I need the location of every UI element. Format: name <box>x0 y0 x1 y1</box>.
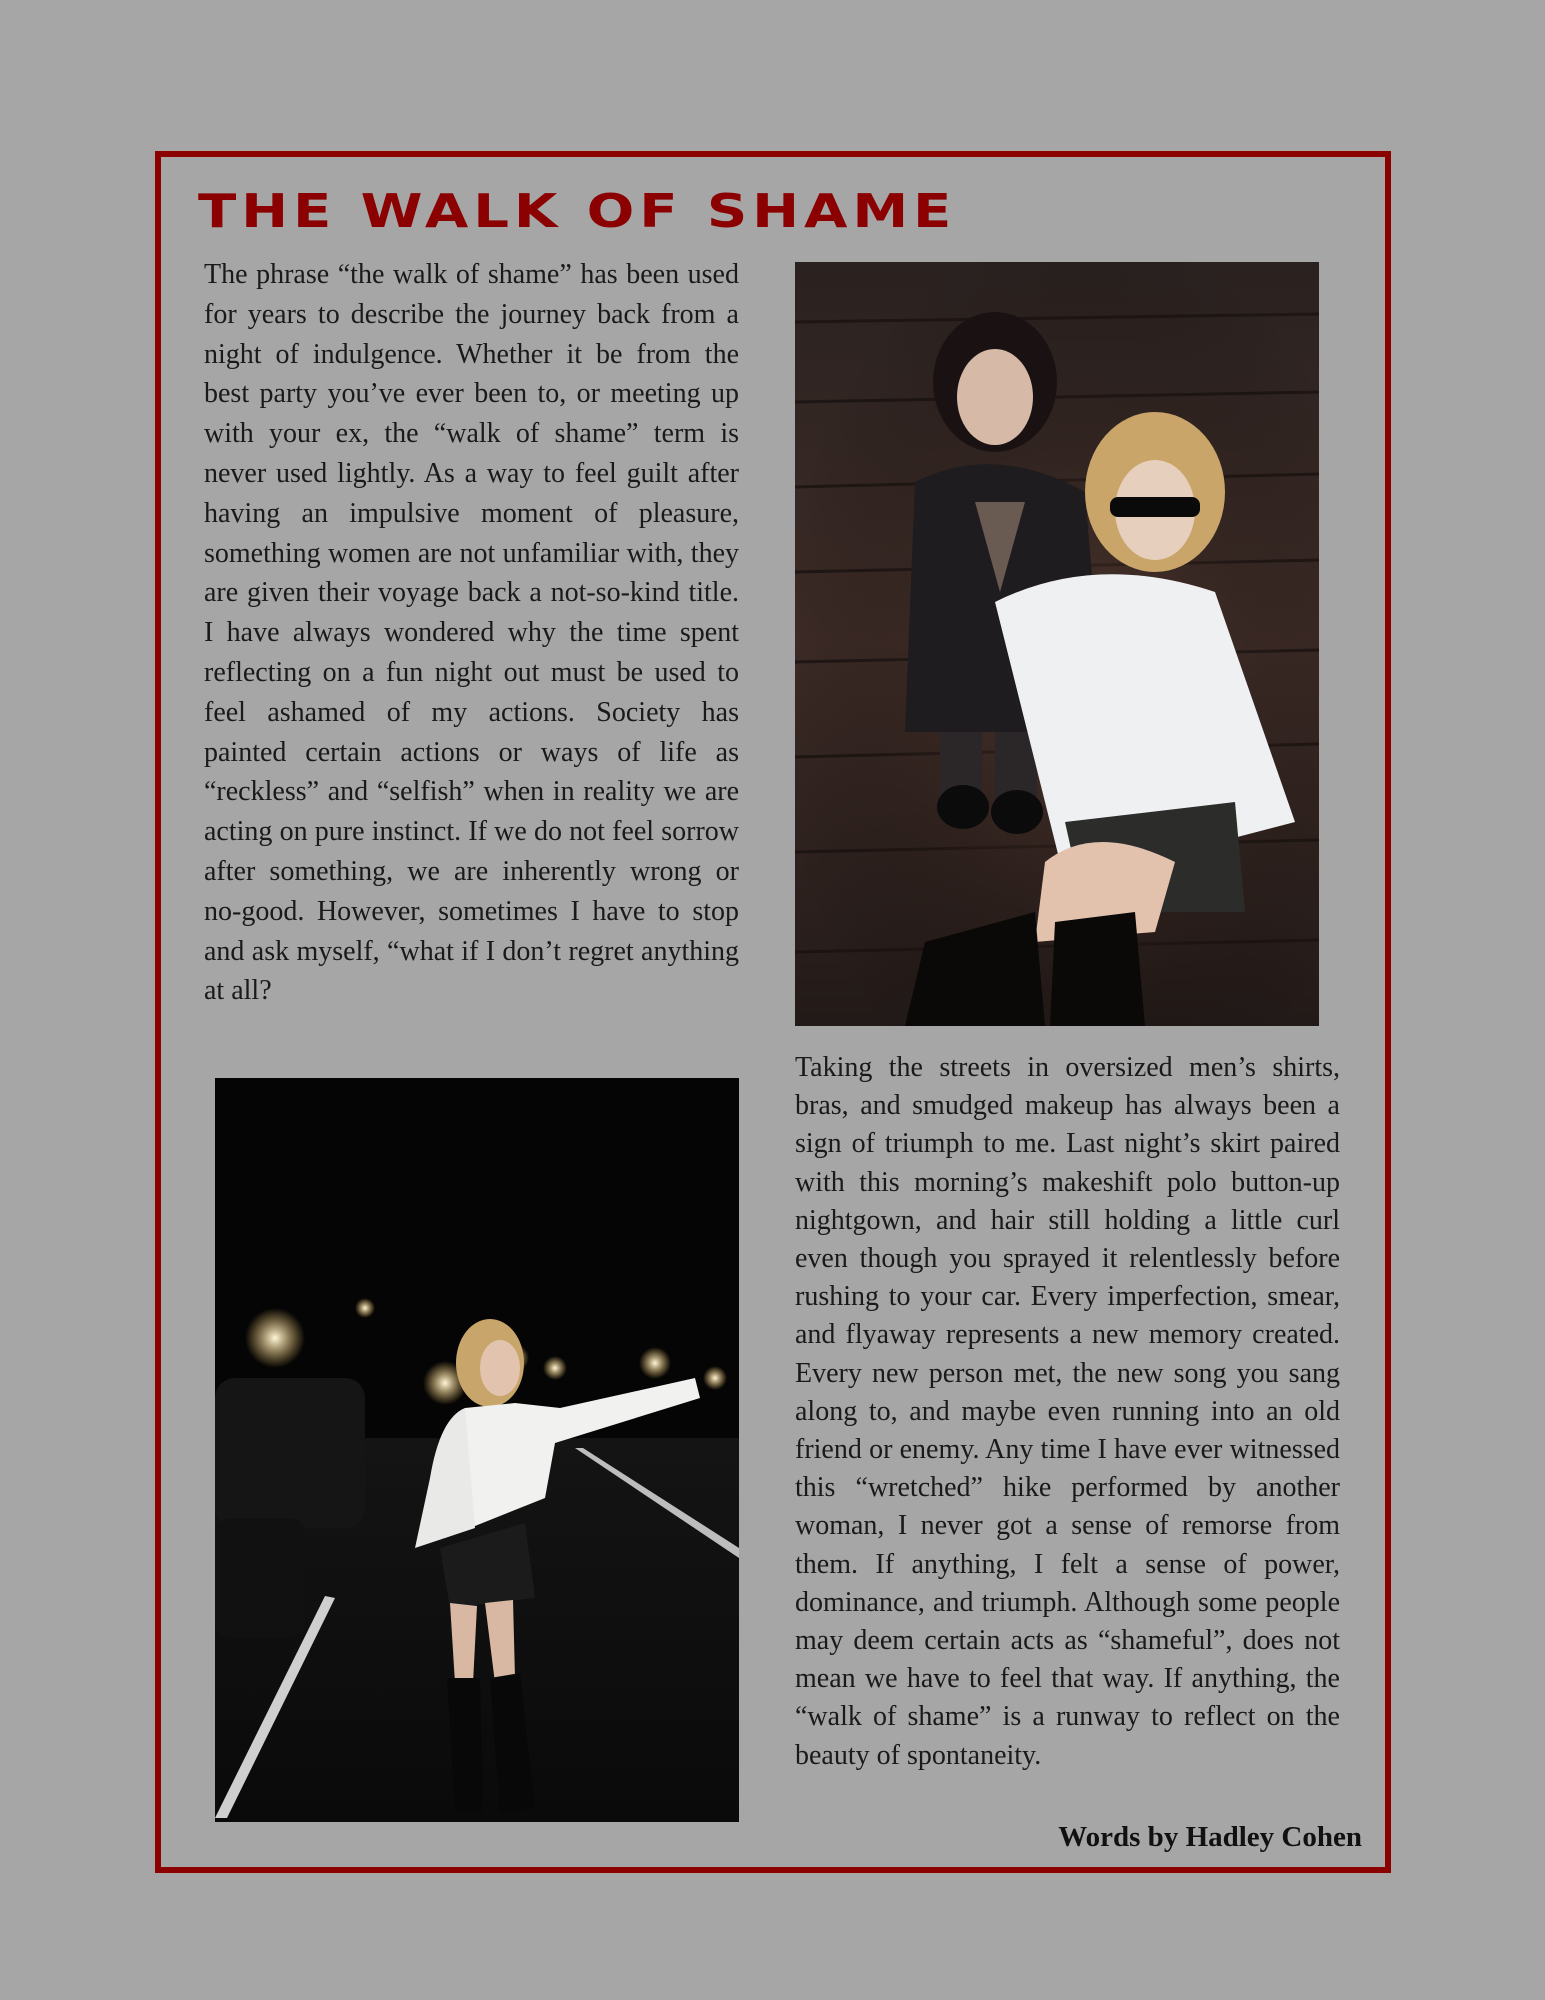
two-women-on-steps-photo <box>795 262 1319 1026</box>
article-paragraph-2: Taking the streets in oversized men’s shirts, bras, and smudged makeup has always been a sign of triumph to me. Last night’s skirt paired with this morning’s makeshift polo button-up nightgown, and hair still holding a little curl even though you sprayed it relentlessly before rushing to your car. Every imperfection, smear, and flyaway represents a new memory created. Every new person met, the new song you sang along to, and maybe even running into an old friend or enemy. Any time I have ever witnessed this “wretched” hike performed by another woman, I never got a sense of remorse from them. If anything, I felt a sense of power, dominance, and triumph. Although some people may deem certain acts as “shameful”, does not mean we have to feel that way. If anything, the “walk of shame” is a runway to reflect on the beauty of spontaneity. <box>795 1052 1340 1771</box>
article-byline: Words by Hadley Cohen <box>1058 1821 1362 1853</box>
article-paragraph-1: The phrase “the walk of shame” has been used for years to describe the journey back from a night of indulgence. Whether it be from the best party you’ve ever been to, or meeting up with your ex, the “walk of shame” term is never used lightly. As a way to feel guilt after having an impulsive moment of pleasure, something women are not unfamiliar with, they are given their voyage back a not-so-kind title. I have always wondered why the time spent reflecting on a fun night out must be used to feel ashamed of my actions. Society has painted certain actions or ways of life as “reckless” and “selfish” when in reality we are acting on pure instinct. If we do not feel sorrow after something, we are inherently wrong or no-good. However, sometimes I have to stop and ask myself, “what if I don’t regret anything at all? <box>204 259 739 1007</box>
woman-in-street-at-night-photo <box>215 1078 739 1822</box>
article-title: THE WALK OF SHAME <box>198 184 957 238</box>
